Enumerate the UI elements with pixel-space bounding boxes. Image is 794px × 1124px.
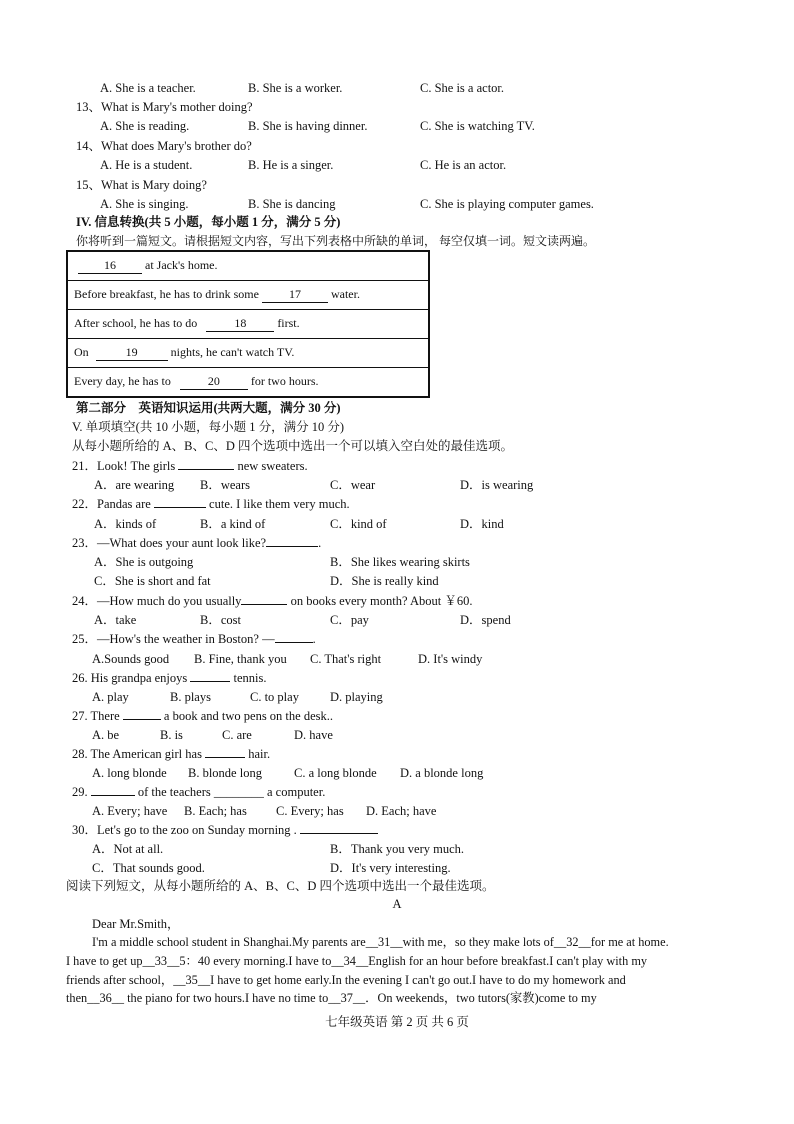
stem-text: 28. The American girl has <box>72 747 202 761</box>
q24-option-b: B．cost <box>200 613 241 627</box>
q26-option-c: C. to play <box>250 690 299 704</box>
stem-text: 23．—What does your aunt look like? <box>72 536 267 550</box>
reading-instruction: 阅读下列短文，从每小题所给的 A、B、C、D 四个选项中选出一个最佳选项。 <box>66 879 495 893</box>
q30-stem <box>72 822 378 838</box>
q21-option-b: B．wears <box>200 478 250 492</box>
answer-blank[interactable] <box>178 469 234 470</box>
q28-option-b: B. blonde long <box>188 766 262 780</box>
q24-option-c: C．pay <box>330 613 369 627</box>
q29-stem <box>72 784 325 800</box>
q14-option-a: A. He is a student. <box>100 158 193 172</box>
answer-blank[interactable] <box>154 507 206 508</box>
stem-text: on books every month? About ￥60. <box>290 594 473 608</box>
stem-text: . <box>312 632 316 646</box>
q22-option-a: A．kinds of <box>94 517 157 531</box>
q15-option-a: A. She is singing. <box>100 197 189 211</box>
blank-17[interactable]: 17 <box>262 287 328 303</box>
q14-stem: 14、What does Mary's brother do? <box>76 139 252 153</box>
q23-stem <box>72 535 321 551</box>
passage-line: then__36__ the piano for two hours.I have no time to__37__．On weekends，two tutors(家教)come to my <box>66 991 597 1005</box>
answer-blank[interactable] <box>190 681 230 682</box>
stem-text: cute. I like them very much. <box>209 497 350 511</box>
q28-stem <box>72 746 270 762</box>
q14-option-b: B. He is a singer. <box>248 158 334 172</box>
q21-option-c: C．wear <box>330 478 376 492</box>
section4-instruction: 你将听到一篇短文。请根据短文内容，写出下列表格中所缺的单词， 每空仅填一词。短文读两遍。 <box>76 234 596 248</box>
stem-text: 25．—How's the weather in Boston? — <box>72 632 275 646</box>
stem-text: a book and two pens on the desk.. <box>163 709 333 723</box>
q13-option-b: B. She is having dinner. <box>248 119 368 133</box>
stem-text: 21．Look! The girls <box>72 459 176 473</box>
q29-option-c: C. Every; has <box>276 804 344 818</box>
stem-text: 22．Pandas are <box>72 497 151 511</box>
table-row <box>67 310 429 339</box>
table-row <box>67 368 429 398</box>
q21-option-a: A．are wearing <box>94 478 175 492</box>
q29-option-d: D. Each; have <box>366 804 437 818</box>
q30-option-b: B．Thank you very much. <box>330 842 465 856</box>
stem-text: new sweaters. <box>237 459 308 473</box>
q24-option-a: A．take <box>94 613 137 627</box>
q28-option-a: A. long blonde <box>92 766 167 780</box>
table-row <box>67 281 429 310</box>
q25-option-a: A.Sounds good <box>92 652 170 666</box>
row-text: nights, he can't watch TV. <box>170 345 295 359</box>
q26-option-a: A. play <box>92 690 129 704</box>
row-text: On <box>74 345 89 359</box>
q27-option-c: C. are <box>222 728 252 742</box>
q29-option-a: A. Every; have <box>92 804 168 818</box>
q25-stem <box>72 631 316 647</box>
answer-blank[interactable] <box>241 604 287 605</box>
stem-text: hair. <box>248 747 271 761</box>
row-text: first. <box>277 316 300 330</box>
part2-title: 第二部分 英语知识运用(共两大题，满分 30 分) <box>76 401 341 415</box>
blank-16[interactable]: 16 <box>78 258 142 274</box>
q21-option-d: D．is wearing <box>460 478 534 492</box>
answer-blank[interactable] <box>275 642 313 643</box>
answer-blank[interactable] <box>266 546 318 547</box>
q12-option-b: B. She is a worker. <box>248 81 343 95</box>
q13-option-a: A. She is reading. <box>100 119 190 133</box>
q23-option-a: A．She is outgoing <box>94 555 194 569</box>
section5-instruction: 从每小题所给的 A、B、C、D 四个选项中选出一个可以填入空白处的最佳选项。 <box>72 439 513 453</box>
passage-line: I'm a middle school student in Shanghai.My parents are__31__with me，so they make lots of__32__for me at home. <box>92 935 669 949</box>
row-text: water. <box>330 287 360 301</box>
page-footer: 七年级英语 第 2 页 共 6 页 <box>325 1015 469 1029</box>
stem-text: 30．Let's go to the zoo on Sunday morning . <box>72 823 297 837</box>
q14-option-c: C. He is an actor. <box>420 158 507 172</box>
q26-option-b: B. plays <box>170 690 211 704</box>
stem-text: 27. There <box>72 709 120 723</box>
q27-option-b: B. is <box>160 728 183 742</box>
row-text: After school, he has to do <box>74 316 198 330</box>
q15-stem: 15、What is Mary doing? <box>76 178 207 192</box>
q27-option-a: A. be <box>92 728 120 742</box>
q25-option-d: D. It's windy <box>418 652 483 666</box>
q22-stem <box>72 496 350 512</box>
q13-stem: 13、What is Mary's mother doing? <box>76 100 253 114</box>
section5-title: V. 单项填空(共 10 小题，每小题 1 分，满分 10 分) <box>72 420 344 434</box>
q29-option-b: B. Each; has <box>184 804 247 818</box>
q23-option-c: C．She is short and fat <box>94 574 211 588</box>
row-text: for two hours. <box>250 374 319 388</box>
letter-greeting: Dear Mr.Smith， <box>92 917 180 931</box>
q12-option-a: A. She is a teacher. <box>100 81 196 95</box>
q22-option-b: B．a kind of <box>200 517 266 531</box>
info-table <box>66 250 430 398</box>
q13-option-c: C. She is watching TV. <box>420 119 535 133</box>
blank-20[interactable]: 20 <box>180 374 248 390</box>
q15-option-c: C. She is playing computer games. <box>420 197 594 211</box>
stem-text: of the teachers ________ a computer. <box>137 785 326 799</box>
q27-option-d: D. have <box>294 728 333 742</box>
stem-text: tennis. <box>233 671 267 685</box>
passage-heading: A <box>392 897 402 911</box>
answer-blank[interactable] <box>300 833 378 834</box>
q23-option-b: B．She likes wearing skirts <box>330 555 470 569</box>
q25-option-b: B. Fine, thank you <box>194 652 287 666</box>
answer-blank[interactable] <box>205 757 245 758</box>
passage-line: I have to get up__33__5：40 every morning.I have to__34__English for an hour before breakfast.I can't play with my <box>66 954 648 968</box>
stem-text: 29. <box>72 785 88 799</box>
q25-option-c: C. That's right <box>310 652 382 666</box>
q26-option-d: D. playing <box>330 690 383 704</box>
stem-text: . <box>318 536 322 550</box>
passage-line: friends after school，__35__I have to get home early.In the evening I can't go out.I have to do my homework and <box>66 973 626 987</box>
q28-option-d: D. a blonde long <box>400 766 484 780</box>
section4-title: IV. 信息转换(共 5 小题，每小题 1 分，满分 5 分) <box>76 215 341 229</box>
q26-stem <box>72 670 267 686</box>
blank-19[interactable]: 19 <box>96 345 168 361</box>
blank-18[interactable]: 18 <box>206 316 274 332</box>
q27-stem <box>72 708 333 724</box>
row-text: at Jack's home. <box>145 258 218 272</box>
q23-option-d: D．She is really kind <box>330 574 439 588</box>
answer-blank[interactable] <box>123 719 161 720</box>
q15-option-b: B. She is dancing <box>248 197 336 211</box>
q22-option-c: C．kind of <box>330 517 387 531</box>
answer-blank[interactable] <box>91 795 135 796</box>
q21-stem <box>72 458 308 474</box>
q30-option-a: A．Not at all. <box>92 842 164 856</box>
q22-option-d: D．kind <box>460 517 504 531</box>
stem-text: 24．—How much do you usually <box>72 594 242 608</box>
table-row <box>67 251 429 281</box>
q30-option-d: D．It's very interesting. <box>330 861 451 875</box>
q24-option-d: D．spend <box>460 613 511 627</box>
table-row <box>67 339 429 368</box>
row-text: Before breakfast, he has to drink some <box>74 287 259 301</box>
row-text: Every day, he has to <box>74 374 171 388</box>
stem-text: 26. His grandpa enjoys <box>72 671 188 685</box>
q12-option-c: C. She is a actor. <box>420 81 505 95</box>
q28-option-c: C. a long blonde <box>294 766 377 780</box>
q30-option-c: C．That sounds good. <box>92 861 205 875</box>
q24-stem <box>72 593 473 609</box>
